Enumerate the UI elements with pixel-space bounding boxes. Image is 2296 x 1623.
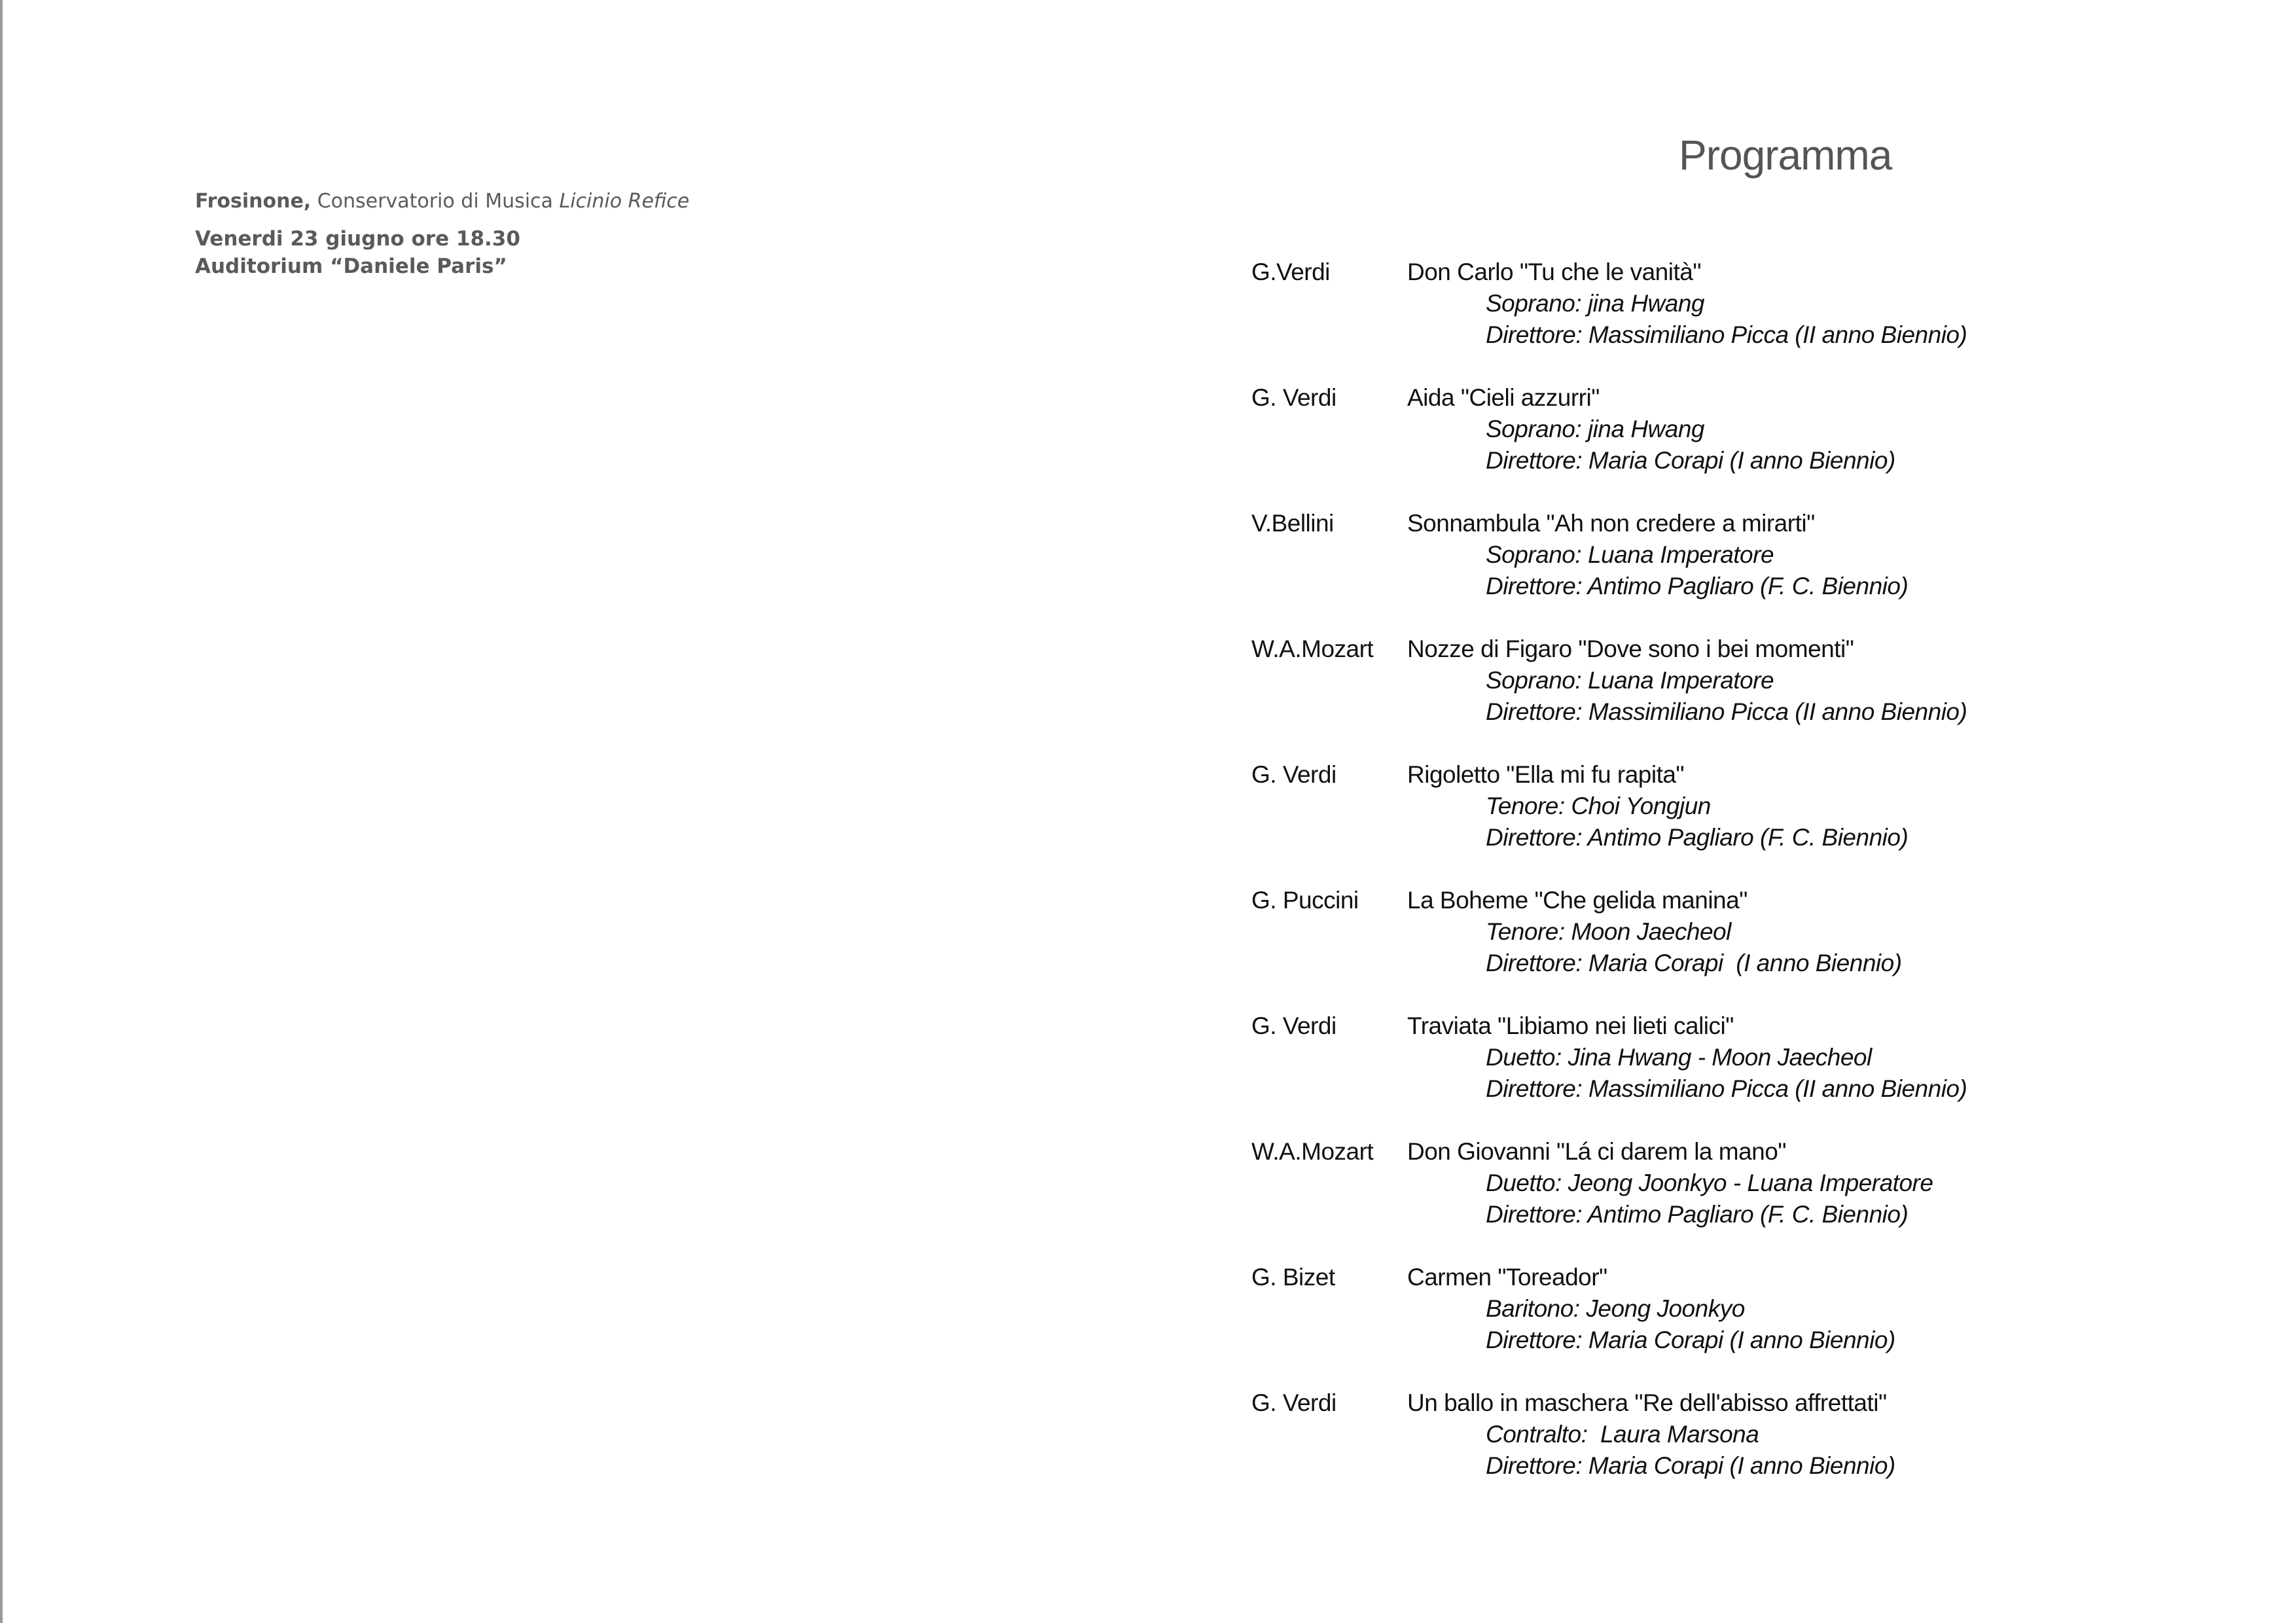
conductor-credit: Direttore: Antimo Pagliaro (F. C. Biennio): [1486, 824, 1909, 851]
performer-credit: Soprano: Luana Imperatore: [1486, 667, 1774, 694]
composer-name: G. Verdi: [1251, 1012, 1336, 1039]
piece-title: Carmen "Toreador": [1407, 1264, 1607, 1291]
piece-title: Un ballo in maschera "Re dell'abisso affrettati": [1407, 1389, 1887, 1416]
programme-item: [1251, 382, 2266, 508]
conductor-credit: Direttore: Antimo Pagliaro (F. C. Biennio): [1486, 1201, 1909, 1228]
piece-title: Aida "Cieli azzurri": [1407, 384, 1600, 411]
piece-title: Sonnambula "Ah non credere a mirarti": [1407, 510, 1815, 537]
composer-name: G. Verdi: [1251, 384, 1336, 411]
composer-name: G. Verdi: [1251, 761, 1336, 788]
programme-item: [1251, 633, 2266, 759]
venue-city: Frosinone,: [195, 190, 312, 213]
conductor-credit: Direttore: Maria Corapi (I anno Biennio): [1486, 447, 1895, 474]
programme-item: [1251, 1136, 2266, 1262]
performer-credit: Soprano: Luana Imperatore: [1486, 541, 1774, 568]
programme-item: [1251, 1262, 2266, 1387]
programme-title: Programma: [1679, 132, 1892, 179]
venue-place: Conservatorio di Musica: [317, 190, 553, 213]
composer-name: G.Verdi: [1251, 259, 1330, 285]
venue-date: Venerdi 23 giugno ore 18.30: [195, 227, 520, 251]
conductor-credit: Direttore: Maria Corapi (I anno Biennio): [1486, 1327, 1895, 1353]
programme-item: [1251, 1387, 2266, 1513]
venue-location-line: [195, 185, 689, 219]
performer-credit: Duetto: Jina Hwang - Moon Jaecheol: [1486, 1044, 1872, 1071]
venue-hall: Auditorium “Daniele Paris”: [195, 255, 507, 278]
conductor-credit: Direttore: Antimo Pagliaro (F. C. Biennio): [1486, 573, 1909, 599]
programme-list: [1251, 257, 2266, 1513]
performer-credit: Tenore: Moon Jaecheol: [1486, 918, 1731, 945]
venue-info: [195, 185, 689, 280]
composer-name: W.A.Mozart: [1251, 1138, 1374, 1165]
performer-credit: Baritono: Jeong Joonkyo: [1486, 1295, 1745, 1322]
composer-name: W.A.Mozart: [1251, 635, 1374, 662]
conductor-credit: Direttore: Massimiliano Picca (II anno Biennio): [1486, 1075, 1967, 1102]
page-edge-line: [0, 0, 3, 1623]
programme-item: [1251, 257, 2266, 382]
composer-name: G. Verdi: [1251, 1389, 1336, 1416]
programme-item: [1251, 885, 2266, 1010]
conductor-credit: Direttore: Maria Corapi (I anno Biennio): [1486, 950, 1902, 976]
piece-title: Rigoletto "Ella mi fu rapita": [1407, 761, 1685, 788]
programme-item: [1251, 508, 2266, 633]
piece-title: Nozze di Figaro "Dove sono i bei momenti": [1407, 635, 1854, 662]
composer-name: G. Puccini: [1251, 887, 1359, 914]
conductor-credit: Direttore: Massimiliano Picca (II anno Biennio): [1486, 698, 1967, 725]
performer-credit: Tenore: Choi Yongjun: [1486, 793, 1711, 819]
piece-title: Don Giovanni "Lá ci darem la mano": [1407, 1138, 1786, 1165]
performer-credit: Soprano: jina Hwang: [1486, 416, 1704, 442]
piece-title: Don Carlo "Tu che le vanità": [1407, 259, 1701, 285]
conductor-credit: Direttore: Maria Corapi (I anno Biennio): [1486, 1452, 1895, 1479]
programme-item: [1251, 1010, 2266, 1136]
performer-credit: Duetto: Jeong Joonkyo - Luana Imperatore: [1486, 1169, 1933, 1196]
venue-institution: Licinio Refice: [559, 190, 690, 213]
performer-credit: Soprano: jina Hwang: [1486, 290, 1704, 317]
conductor-credit: Direttore: Massimiliano Picca (II anno Biennio): [1486, 321, 1967, 348]
composer-name: G. Bizet: [1251, 1264, 1335, 1291]
piece-title: Traviata "Libiamo nei lieti calici": [1407, 1012, 1734, 1039]
piece-title: La Boheme "Che gelida manina": [1407, 887, 1748, 914]
programme-item: [1251, 759, 2266, 885]
performer-credit: Contralto: Laura Marsona: [1486, 1421, 1759, 1448]
composer-name: V.Bellini: [1251, 510, 1334, 537]
